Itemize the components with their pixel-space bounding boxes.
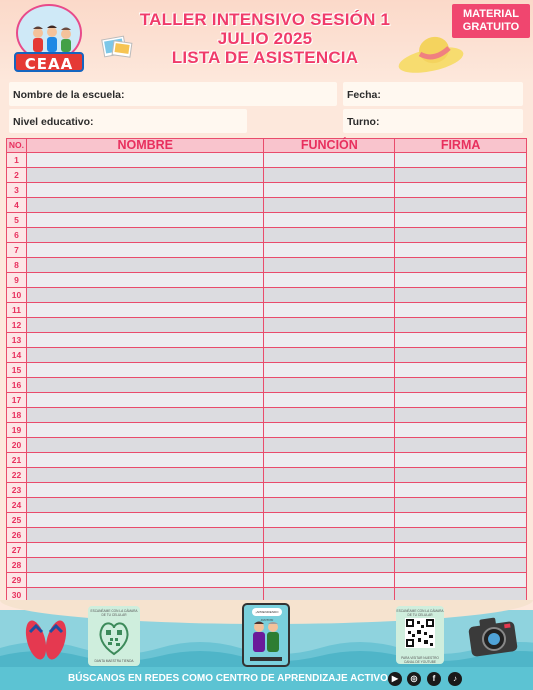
facebook-icon[interactable]: f [427,672,441,686]
role-cell[interactable] [264,513,395,528]
camera-icon [466,612,520,660]
role-cell[interactable] [264,243,395,258]
table-row [7,198,527,213]
row-number: 16 [7,378,27,393]
attendance-table [6,138,527,603]
table-row [7,318,527,333]
signature-cell[interactable] [395,153,527,168]
row-number: 22 [7,468,27,483]
role-cell[interactable] [264,348,395,363]
name-cell[interactable] [26,198,263,213]
table-row [7,438,527,453]
row-number: 24 [7,498,27,513]
attendance-rows [7,153,527,603]
row-number: 26 [7,528,27,543]
date-field[interactable]: Fecha: [343,82,523,106]
table-row [7,498,527,513]
ceaa-logo [12,4,86,74]
name-cell[interactable] [26,423,263,438]
role-cell[interactable] [264,483,395,498]
instagram-icon[interactable]: ◎ [407,672,421,686]
name-cell[interactable] [26,408,263,423]
signature-cell[interactable] [395,258,527,273]
qr2-caption-top: ESCANÉAME CON LA CÁMARA DE TU CELULAR [396,609,444,617]
row-number: 8 [7,258,27,273]
role-cell[interactable] [264,528,395,543]
signature-cell[interactable] [395,543,527,558]
row-number: 25 [7,513,27,528]
role-cell[interactable] [264,213,395,228]
youtube-qr-card[interactable] [396,606,444,664]
role-cell[interactable] [264,228,395,243]
signature-cell[interactable] [395,558,527,573]
signature-cell[interactable] [395,423,527,438]
role-cell[interactable] [264,438,395,453]
table-row [7,408,527,423]
table-row [7,183,527,198]
role-cell[interactable] [264,318,395,333]
signature-cell[interactable] [395,303,527,318]
teachers-illustration [248,619,284,663]
logo-text: CEAA [14,52,84,72]
row-number: 11 [7,303,27,318]
table-row [7,423,527,438]
table-row [7,348,527,363]
name-cell[interactable] [26,288,263,303]
name-cell[interactable] [26,183,263,198]
signature-cell[interactable] [395,468,527,483]
signature-cell[interactable] [395,243,527,258]
role-cell[interactable] [264,153,395,168]
row-number: 2 [7,168,27,183]
table-row [7,543,527,558]
role-cell[interactable] [264,273,395,288]
row-number: 17 [7,393,27,408]
name-cell[interactable] [26,573,263,588]
row-number: 20 [7,438,27,453]
name-cell[interactable] [26,213,263,228]
role-cell[interactable] [264,168,395,183]
signature-cell[interactable] [395,438,527,453]
table-row [7,573,527,588]
role-cell[interactable] [264,498,395,513]
badge-line-1: MATERIAL [462,8,519,20]
name-cell[interactable] [26,558,263,573]
role-cell[interactable] [264,378,395,393]
signature-cell[interactable] [395,378,527,393]
flip-flops-icon [22,616,70,662]
qr1-caption-bottom: DANTA MAESTRA TIENDA [94,659,134,663]
name-cell[interactable] [26,528,263,543]
role-cell[interactable] [264,183,395,198]
signature-cell[interactable] [395,288,527,303]
row-number: 12 [7,318,27,333]
youtube-icon[interactable]: ▶ [388,672,402,686]
signature-cell[interactable] [395,318,527,333]
role-cell[interactable] [264,333,395,348]
name-cell[interactable] [26,333,263,348]
column-header-number: NO. [7,139,27,153]
signature-cell[interactable] [395,213,527,228]
role-cell[interactable] [264,408,395,423]
name-cell[interactable] [26,453,263,468]
role-cell[interactable] [264,393,395,408]
table-row [7,153,527,168]
signature-cell[interactable] [395,333,527,348]
role-cell[interactable] [264,558,395,573]
row-number: 28 [7,558,27,573]
phone-caption: ¡APRENDIENDO JUNTOS! [252,608,282,616]
name-cell[interactable] [26,513,263,528]
name-cell[interactable] [26,258,263,273]
row-number: 7 [7,243,27,258]
table-row [7,243,527,258]
signature-cell[interactable] [395,528,527,543]
column-header-signature: FIRMA [395,139,527,153]
signature-cell[interactable] [395,573,527,588]
badge-line-2: GRATUITO [462,21,520,33]
role-cell[interactable] [264,573,395,588]
role-cell[interactable] [264,423,395,438]
table-row [7,558,527,573]
name-cell[interactable] [26,273,263,288]
table-row [7,213,527,228]
shift-field[interactable]: Turno: [343,109,523,133]
row-number: 30 [7,588,27,603]
role-cell[interactable] [264,258,395,273]
row-number: 21 [7,453,27,468]
table-row [7,483,527,498]
row-number: 15 [7,363,27,378]
role-cell[interactable] [264,198,395,213]
footer-text: BÚSCANOS EN REDES COMO CENTRO DE APRENDIZAJE ACTIVO [68,673,388,684]
row-number: 6 [7,228,27,243]
table-row [7,168,527,183]
row-number: 3 [7,183,27,198]
education-level-field[interactable]: Nivel educativo: [9,109,247,133]
role-cell[interactable] [264,288,395,303]
signature-cell[interactable] [395,183,527,198]
table-row [7,303,527,318]
signature-cell[interactable] [395,273,527,288]
table-header-row [7,139,527,153]
title-line-1: TALLER INTENSIVO SESIÓN 1 [139,10,391,29]
role-cell[interactable] [264,468,395,483]
name-cell[interactable] [26,168,263,183]
row-number: 29 [7,573,27,588]
table-row [7,468,527,483]
name-cell[interactable] [26,228,263,243]
table-row [7,393,527,408]
row-number: 13 [7,333,27,348]
title-line-2: JULIO 2025 [217,29,313,48]
role-cell[interactable] [264,363,395,378]
signature-cell[interactable] [395,198,527,213]
table-row [7,363,527,378]
sun-hat-icon [396,32,466,74]
qr2-caption-bottom: PARA VISITAR NUESTRO CANAL DE YOUTUBE [401,656,439,664]
signature-cell[interactable] [395,168,527,183]
store-qr-card[interactable] [88,606,140,666]
table-row [7,273,527,288]
table-row [7,258,527,273]
role-cell[interactable] [264,543,395,558]
store-qr-code-icon [98,618,130,656]
signature-cell[interactable] [395,498,527,513]
row-number: 5 [7,213,27,228]
signature-cell[interactable] [395,513,527,528]
name-cell[interactable] [26,438,263,453]
tiktok-icon[interactable]: ♪ [448,672,462,686]
youtube-qr-code-icon [405,618,435,648]
signature-cell[interactable] [395,363,527,378]
name-cell[interactable] [26,153,263,168]
table-row [7,513,527,528]
name-cell[interactable] [26,363,263,378]
signature-cell[interactable] [395,348,527,363]
table-row [7,378,527,393]
name-cell[interactable] [26,303,263,318]
name-cell[interactable] [26,378,263,393]
signature-cell[interactable] [395,453,527,468]
signature-cell[interactable] [395,228,527,243]
name-cell[interactable] [26,543,263,558]
signature-cell[interactable] [395,483,527,498]
title-line-3: LISTA DE ASISTENCIA [171,48,359,67]
page-title [120,10,410,67]
name-cell[interactable] [26,483,263,498]
table-row [7,333,527,348]
name-cell[interactable] [26,468,263,483]
qr1-caption-top: ESCANÉAME CON LA CÁMARA DE TU CELULAR [90,609,138,617]
row-number: 9 [7,273,27,288]
table-row [7,228,527,243]
table-row [7,453,527,468]
row-number: 1 [7,153,27,168]
row-number: 19 [7,423,27,438]
name-cell[interactable] [26,393,263,408]
table-row [7,288,527,303]
column-header-role: FUNCIÓN [264,139,395,153]
row-number: 14 [7,348,27,363]
row-number: 4 [7,198,27,213]
phone-illustration [242,603,290,667]
school-name-field[interactable]: Nombre de la escuela: [9,82,337,106]
signature-cell[interactable] [395,408,527,423]
table-row [7,528,527,543]
row-number: 18 [7,408,27,423]
row-number: 27 [7,543,27,558]
column-header-name: NOMBRE [26,139,263,153]
role-cell[interactable] [264,453,395,468]
name-cell[interactable] [26,318,263,333]
signature-cell[interactable] [395,393,527,408]
name-cell[interactable] [26,498,263,513]
row-number: 10 [7,288,27,303]
row-number: 23 [7,483,27,498]
name-cell[interactable] [26,243,263,258]
role-cell[interactable] [264,303,395,318]
name-cell[interactable] [26,348,263,363]
